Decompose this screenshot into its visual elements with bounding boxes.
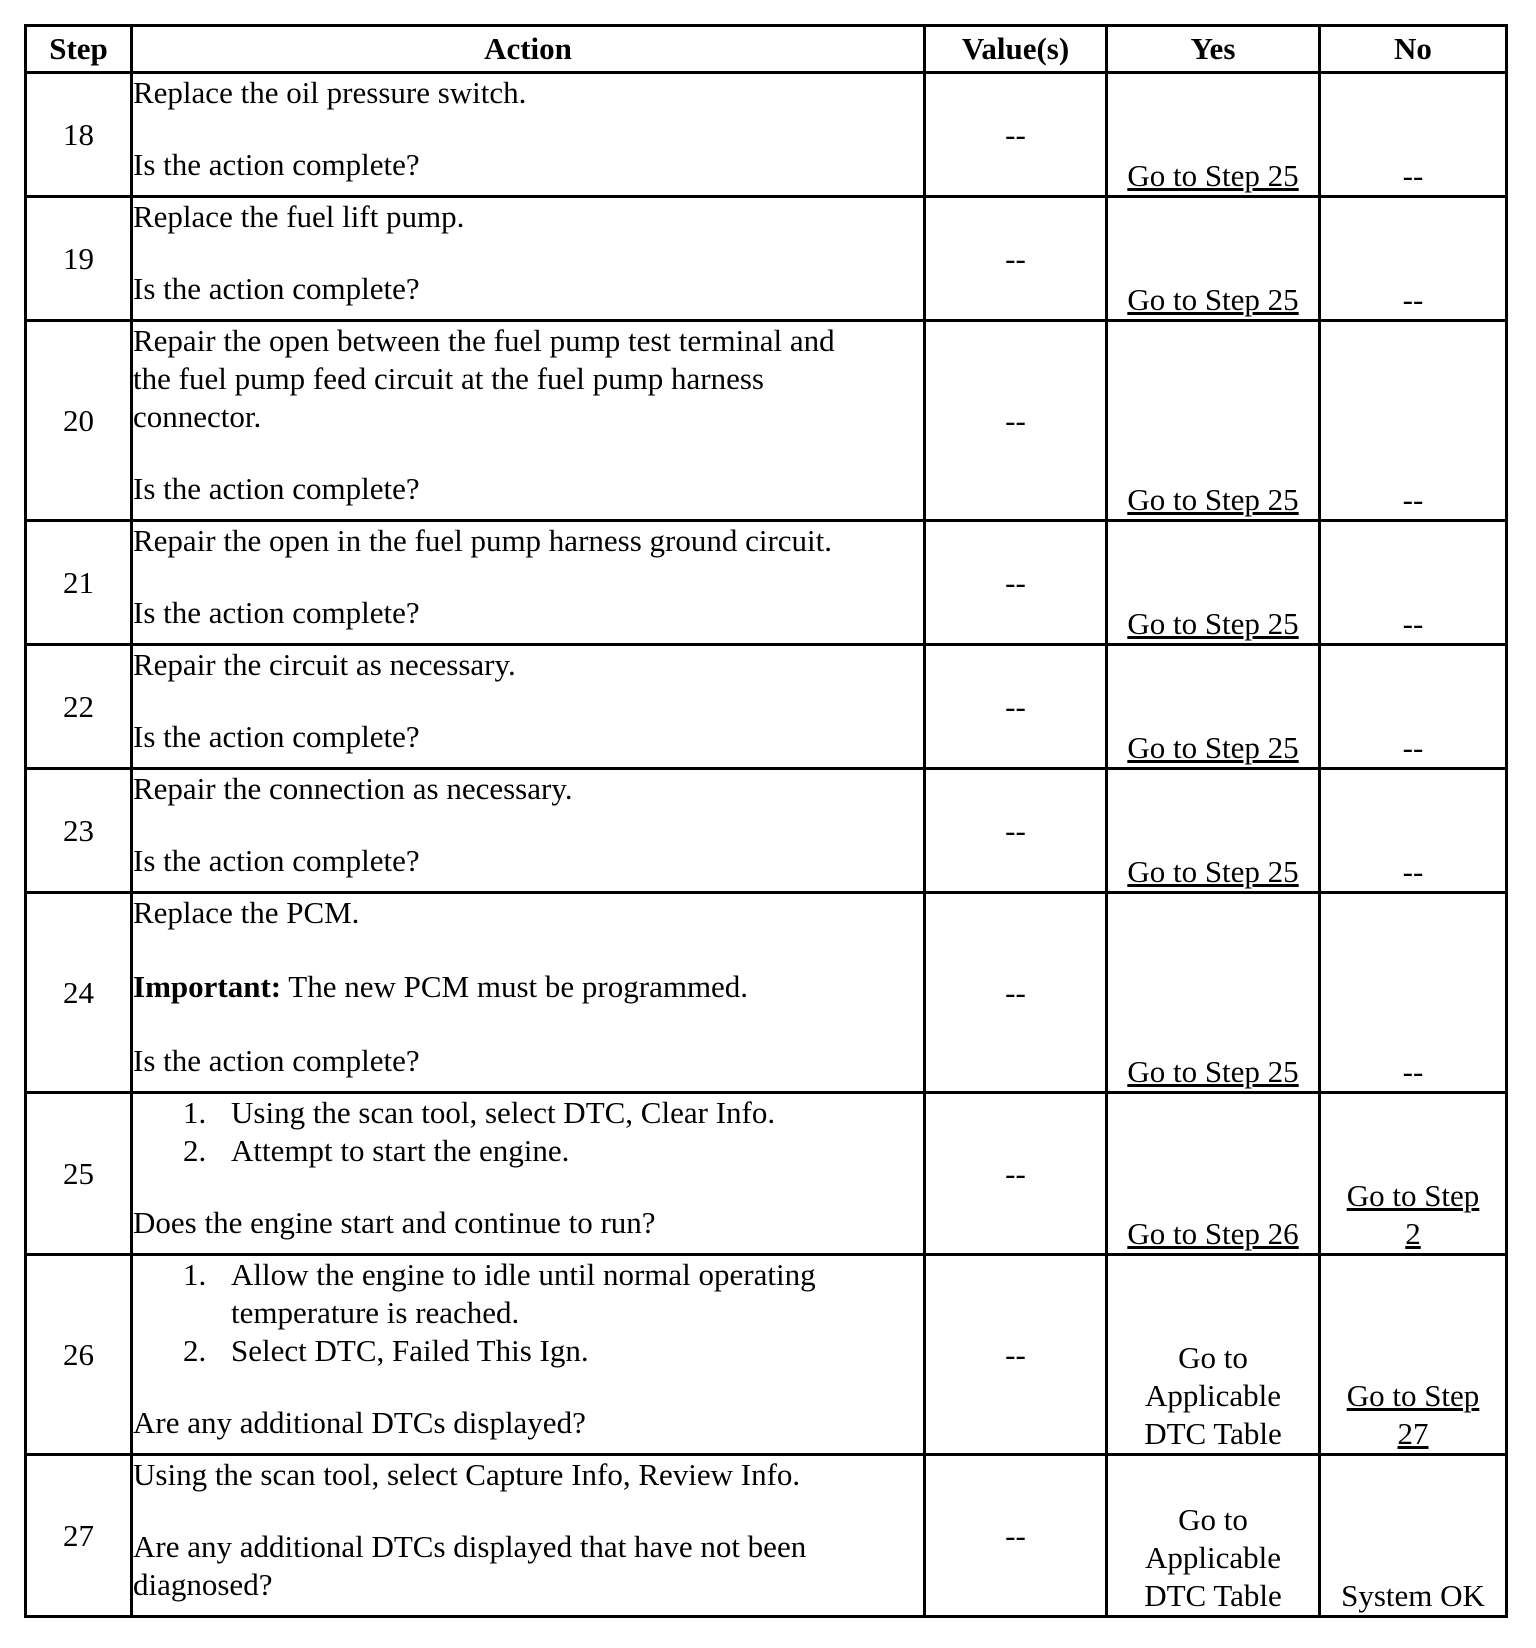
yes-cell <box>1107 521 1320 645</box>
table-row <box>26 73 1507 197</box>
no-cell: System OK <box>1320 1455 1507 1617</box>
action-question: Does the engine start and continue to run? <box>133 1205 656 1240</box>
action-question: Are any additional DTCs displayed? <box>133 1405 586 1440</box>
action-question: Is the action complete? <box>133 595 420 630</box>
value-cell: -- <box>925 1093 1107 1255</box>
list-item: 2. Select DTC, Failed This Ign. <box>183 1333 589 1368</box>
yes-link[interactable]: Go to Step 25 <box>1127 606 1299 641</box>
important-text: The new PCM must be programmed. <box>281 969 749 1004</box>
value-cell: -- <box>925 769 1107 893</box>
value-cell: -- <box>925 893 1107 1093</box>
yes-cell <box>1107 1255 1320 1455</box>
yes-text: Applicable <box>1144 1540 1281 1575</box>
header-action: Action <box>132 26 925 73</box>
no-cell: -- <box>1320 521 1507 645</box>
action-question: Is the action complete? <box>133 147 420 182</box>
table-row <box>26 521 1507 645</box>
important-label: Important: <box>133 969 282 1004</box>
table-row <box>26 1093 1507 1255</box>
yes-cell <box>1107 645 1320 769</box>
yes-cell <box>1107 1455 1320 1617</box>
action-text: Replace the fuel lift pump. <box>133 199 465 234</box>
step-number: 27 <box>26 1455 132 1617</box>
value-cell: -- <box>925 1455 1107 1617</box>
action-text: Using the scan tool, select Capture Info, Review Info. <box>133 1457 801 1492</box>
action-text: Repair the connection as necessary. <box>133 771 573 806</box>
table-row <box>26 893 1507 1093</box>
action-cell <box>132 893 925 1093</box>
list-item: 1. Using the scan tool, select DTC, Clear Info. <box>183 1095 776 1130</box>
yes-text: Applicable <box>1144 1378 1281 1413</box>
header-no: No <box>1320 26 1507 73</box>
value-cell: -- <box>925 197 1107 321</box>
yes-link[interactable]: Go to Step 25 <box>1127 730 1299 765</box>
no-cell: -- <box>1320 73 1507 197</box>
yes-link[interactable]: Go to Step 25 <box>1127 158 1299 193</box>
step-number: 25 <box>26 1093 132 1255</box>
action-cell <box>132 321 925 521</box>
table-row <box>26 645 1507 769</box>
action-question: Is the action complete? <box>133 843 420 878</box>
yes-text: Go to <box>1178 1502 1248 1537</box>
action-cell <box>132 73 925 197</box>
value-cell: -- <box>925 321 1107 521</box>
action-list <box>133 1094 923 1170</box>
action-cell <box>132 645 925 769</box>
action-cell <box>132 769 925 893</box>
value-cell: -- <box>925 645 1107 769</box>
step-number: 24 <box>26 893 132 1093</box>
value-cell: -- <box>925 73 1107 197</box>
no-cell: -- <box>1320 769 1507 893</box>
no-cell: -- <box>1320 321 1507 521</box>
action-cell <box>132 1093 925 1255</box>
table-row <box>26 197 1507 321</box>
action-question: Is the action complete? <box>133 271 420 306</box>
value-cell: -- <box>925 1255 1107 1455</box>
action-question: diagnosed? <box>133 1567 273 1602</box>
yes-cell <box>1107 1093 1320 1255</box>
action-text: Repair the circuit as necessary. <box>133 647 516 682</box>
action-text: Repair the open between the fuel pump test terminal and <box>133 323 835 358</box>
list-item: 1. Allow the engine to idle until normal operating temperature is reached. <box>183 1257 816 1330</box>
yes-text: Go to <box>1178 1340 1248 1375</box>
important-note <box>133 968 923 1006</box>
list-item: 2. Attempt to start the engine. <box>183 1133 570 1168</box>
no-link[interactable]: Go to Step <box>1346 1178 1480 1213</box>
action-text: Replace the PCM. <box>133 895 360 930</box>
no-cell <box>1320 1255 1507 1455</box>
yes-cell <box>1107 321 1320 521</box>
step-number: 26 <box>26 1255 132 1455</box>
step-number: 23 <box>26 769 132 893</box>
action-cell <box>132 197 925 321</box>
step-number: 22 <box>26 645 132 769</box>
action-cell <box>132 1455 925 1617</box>
action-question: Are any additional DTCs displayed that have not been <box>133 1529 807 1564</box>
yes-cell <box>1107 769 1320 893</box>
yes-link[interactable]: Go to Step 25 <box>1127 854 1299 889</box>
action-text: the fuel pump feed circuit at the fuel pump harness <box>133 361 764 396</box>
table-row <box>26 1455 1507 1617</box>
no-link[interactable]: 2 <box>1405 1216 1421 1251</box>
yes-link[interactable]: Go to Step 25 <box>1127 482 1299 517</box>
step-number: 21 <box>26 521 132 645</box>
no-cell: -- <box>1320 645 1507 769</box>
action-text: Replace the oil pressure switch. <box>133 75 527 110</box>
yes-link[interactable]: Go to Step 25 <box>1127 282 1299 317</box>
action-text: connector. <box>133 399 262 434</box>
table-row <box>26 769 1507 893</box>
yes-text: DTC Table <box>1144 1578 1282 1613</box>
no-cell: -- <box>1320 893 1507 1093</box>
step-number: 20 <box>26 321 132 521</box>
header-yes: Yes <box>1107 26 1320 73</box>
step-number: 18 <box>26 73 132 197</box>
action-cell <box>132 521 925 645</box>
value-cell: -- <box>925 521 1107 645</box>
no-link[interactable]: Go to Step <box>1346 1378 1480 1413</box>
header-values: Value(s) <box>925 26 1107 73</box>
step-number: 19 <box>26 197 132 321</box>
action-text: Repair the open in the fuel pump harness ground circuit. <box>133 523 833 558</box>
no-cell <box>1320 1093 1507 1255</box>
action-question: Is the action complete? <box>133 471 420 506</box>
diagnostic-table <box>24 24 1508 1618</box>
yes-cell <box>1107 197 1320 321</box>
no-link[interactable]: 27 <box>1397 1416 1429 1451</box>
action-list <box>133 1256 923 1370</box>
action-question: Is the action complete? <box>133 719 420 754</box>
yes-text: DTC Table <box>1144 1416 1282 1451</box>
yes-link[interactable]: Go to Step 26 <box>1127 1216 1299 1251</box>
header-step: Step <box>26 26 132 73</box>
action-question: Is the action complete? <box>133 1043 420 1078</box>
header-row <box>26 26 1507 73</box>
table-row <box>26 1255 1507 1455</box>
no-cell: -- <box>1320 197 1507 321</box>
yes-link[interactable]: Go to Step 25 <box>1127 1054 1299 1089</box>
action-cell <box>132 1255 925 1455</box>
table-row <box>26 321 1507 521</box>
yes-cell <box>1107 893 1320 1093</box>
yes-cell <box>1107 73 1320 197</box>
